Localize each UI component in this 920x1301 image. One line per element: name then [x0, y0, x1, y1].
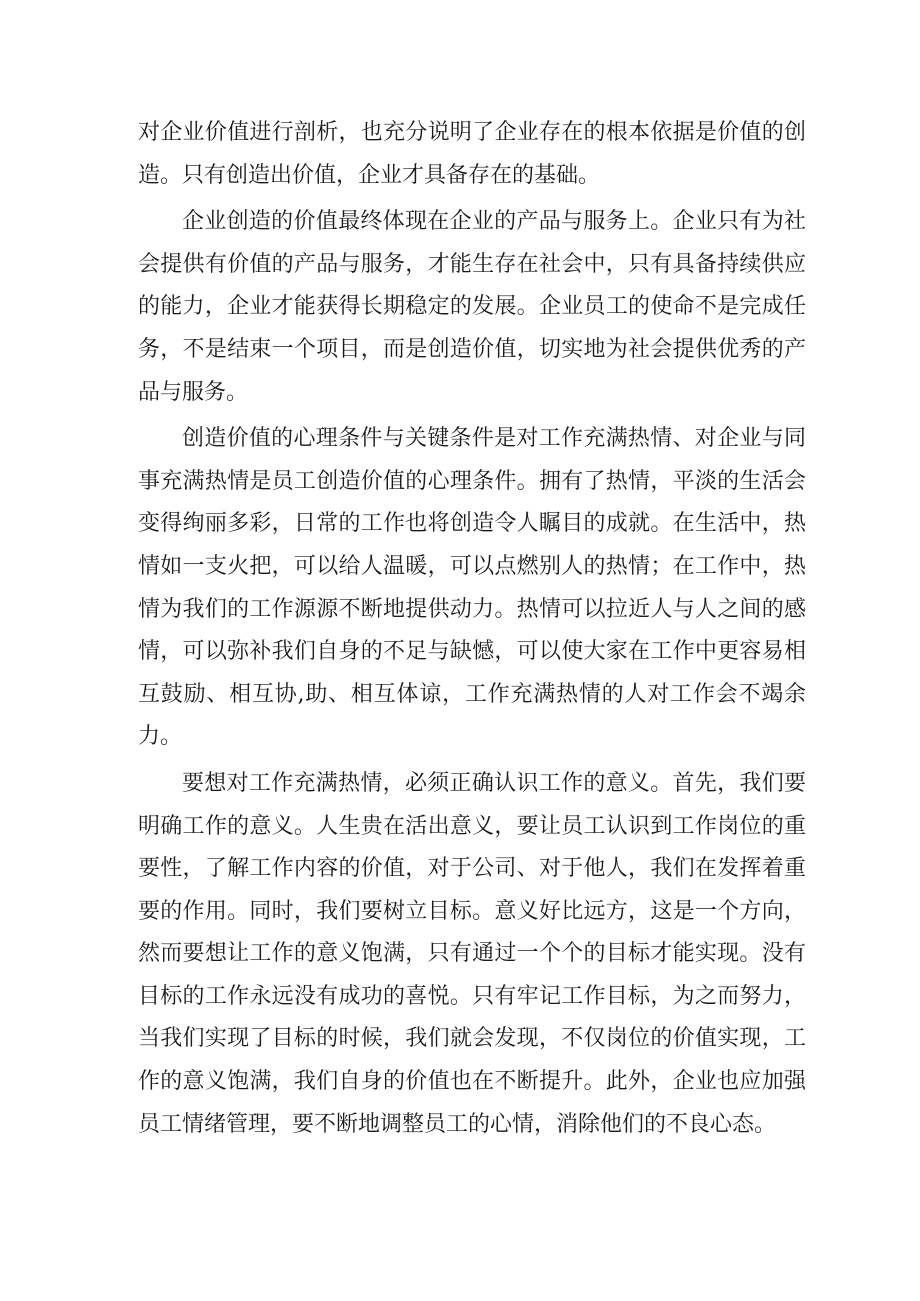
paragraph-4: 要想对工作充满热情，必须正确认识工作的意义。首先，我们要明确工作的意义。人生贵在活出意义，要让员工认识到工作岗位的重要性，了解工作内容的价值，对于公司、对于他人，我们在发挥着重要的作用。同时，我们要树立目标。意义好比远方，这是一个方向，然而要想让工作的意义饱满，只有通过一个个的目标才能实现。没有目标的工作永远没有成功的喜悦。只有牢记工作目标，为之而努力，当我们实现了目标的时候，我们就会发现，不仅岗位的价值实现，工作的意义饱满，我们自身的价值也在不断提升。此外，企业也应加强员工情绪管理，要不断地调整员工的心情，消除他们的不良心态。 [138, 770, 806, 1137]
document-body [138, 112, 806, 1150]
paragraph-1: 对企业价值进行剖析，也充分说明了企业存在的根本依据是价值的创造。只有创造出价值，企业才具备存在的基础。 [138, 120, 806, 188]
paragraph-3: 创造价值的心理条件与关键条件是对工作充满热情、对企业与同事充满热情是员工创造价值的心理条件。拥有了热情，平淡的生活会变得绚丽多彩，日常的工作也将创造令人瞩目的成就。在生活中，热情如一支火把，可以给人温暖，可以点燃别人的热情；在工作中，热情为我们的工作源源不断地提供动力。热情可以拉近人与人之间的感情，可以弥补我们自身的不足与缺憾，可以使大家在工作中更容易相互鼓励、相互协,助、相互体谅，工作充满热情的人对工作会不竭余力。 [138, 426, 806, 750]
paragraph-2: 企业创造的价值最终体现在企业的产品与服务上。企业只有为社会提供有价值的产品与服务，才能生存在社会中，只有具备持续供应的能力，企业才能获得长期稳定的发展。企业员工的使命不是完成任务，不是结束一个项目，而是创造价值，切实地为社会提供优秀的产品与服务。 [138, 209, 806, 405]
